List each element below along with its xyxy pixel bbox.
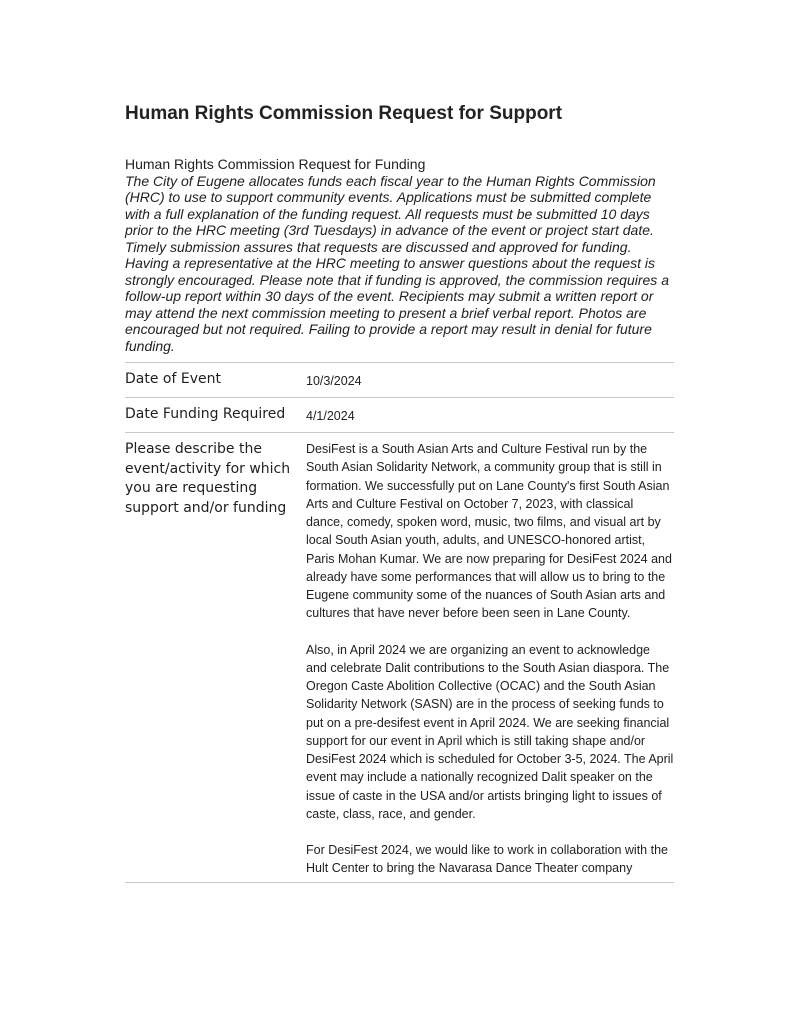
event-description-label: Please describe the event/activity for which you are requesting support and/or funding [125,441,291,516]
description-paragraph: Also, in April 2024 we are organizing an event to acknowledge and celebrate Dalit contributions to the South Asian diaspora. The Oregon Caste Abolition Collective (OCAC) and the South Asian Solidarity Network (SASN) are in the process of seeking funds to put on a pre-desifest event in April 2024. We are seeking financial support for our event in April which is still taking shape and/or DesiFest 2024 which is scheduled for October 3-5, 2024. The April event may include a nationally recognized Dalit speaker on the issue of caste in the USA and/or artists bringing light to issues of caste, class, race, and gender. [306,642,674,821]
intro-description: The City of Eugene allocates funds each fiscal year to the Human Rights Commission (HRC) to use to support community events. Applications must be submitted complete with a full explanation of the funding request. All requests must be submitted 10 days prior to the HRC meeting (3rd Tuesdays) in advance of the event or project start date. Timely submission assures that requests are discussed and approved for funding. Having a representative at the HRC meeting to answer questions about the request is strongly encouraged. Please note that if funding is approved, the commission requires a follow-up report within 30 days of the event. Recipients may submit a written report or may attend the next commission meeting to present a brief verbal report. Photos are encouraged but not required. Failing to provide a report may result in denial for future funding. [125,172,669,354]
document-title: Human Rights Commission Request for Support [125,103,563,124]
date-funding-required-value: 4/1/2024 [306,409,355,424]
description-paragraph: DesiFest is a South Asian Arts and Culture Festival run by the South Asian Solidarity Network, a community group that is still in formation. We successfully put on Lane County's first South Asian Arts and Culture Festival on October 7, 2023, with classical dance, comedy, spoken word, music, two films, and visual art by local South Asian youth, adults, and UNESCO-honored artist, Paris Mohan Kumar. We are now preparing for DesiFest 2024 and already have some performances that will allow us to bring to the Eugene community some of the nuances of South Asian arts and cultures that have never before been seen in Lane County. [306,442,672,621]
description-paragraph: For DesiFest 2024, we would like to work in collaboration with the Hult Center to bring the Navarasa Dance Theater company [306,843,668,876]
date-of-event-row [125,363,674,398]
document-body [125,102,674,883]
event-description-value [306,440,674,878]
date-of-event-value: 10/3/2024 [306,374,362,389]
date-of-event-label: Date of Event [125,371,221,388]
event-description-row [125,433,674,883]
date-funding-required-row [125,398,674,433]
intro-section [125,156,674,354]
intro-heading: Human Rights Commission Request for Funding [125,156,426,172]
request-form-table [125,362,674,883]
date-funding-required-label: Date Funding Required [125,406,286,423]
